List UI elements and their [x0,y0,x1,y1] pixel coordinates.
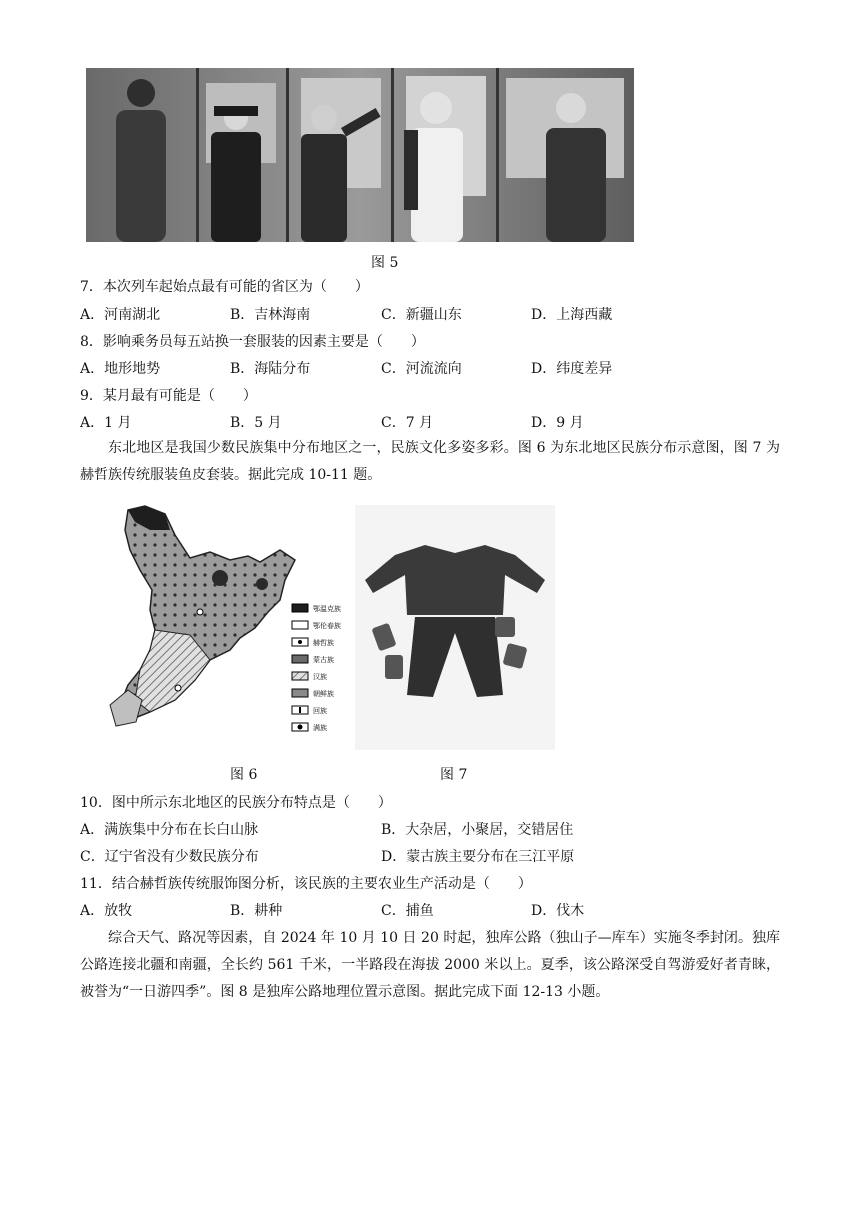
figure-6-caption: 图 6 [230,767,258,783]
question-10-option-b[interactable]: B．大杂居，小聚居，交错居住 [381,822,574,838]
legend-item-3: 赫哲族 [313,639,334,647]
question-10-option-d[interactable]: D．蒙古族主要分布在三江平原 [381,849,575,865]
figure-7-illustration [355,505,555,750]
question-11-stem: 11．结合赫哲族传统服饰图分析，该民族的主要农业生产活动是（ ） [80,876,532,892]
question-7-stem: 7．本次列车起始点最有可能的省区为（ ） [80,279,369,295]
question-7-option-d[interactable]: D．上海西藏 [531,307,613,323]
question-7-option-c[interactable]: C．新疆山东 [381,307,462,323]
question-7-option-b[interactable]: B．吉林海南 [230,307,311,323]
question-8-option-a[interactable]: A．地形地势 [80,361,161,377]
question-9-option-c[interactable]: C．7 月 [381,415,434,431]
question-9-option-a[interactable]: A．1 月 [80,415,132,431]
question-11-option-c[interactable]: C．捕鱼 [381,903,434,919]
question-11-option-a[interactable]: A．放牧 [80,903,133,919]
question-10-option-a[interactable]: A．满族集中分布在长白山脉 [80,822,259,838]
question-11-option-b[interactable]: B．耕种 [230,903,283,919]
question-9-stem: 9．某月最有可能是（ ） [80,388,257,404]
legend-item-4: 蒙古族 [313,656,334,664]
legend-item-7: 回族 [313,707,327,715]
figure-7-caption: 图 7 [440,767,468,783]
question-10-option-c[interactable]: C．辽宁省没有少数民族分布 [80,849,259,865]
legend-item-1: 鄂温克族 [313,605,341,613]
question-8-option-b[interactable]: B．海陆分布 [230,361,311,377]
intro-paragraph-12-13: 综合天气、路况等因素，自 2024 年 10 月 10 日 20 时起，独库公路（独山子—库车）实施冬季封闭。独库公路连接北疆和南疆，全长约 561 千米，一半路段在海拔 2000 米以上。夏季，该公路深受自驾游爱好者青睐，被誉为“一日游四季”。图 8 是独库公路地理位置示意图。据此完成下面 12-13 小题。 [80,930,780,1000]
intro-paragraph-10-11: 东北地区是我国少数民族集中分布地区之一，民族文化多姿多彩。图 6 为东北地区民族分布示意图，图 7 为赫哲族传统服装鱼皮套装。据此完成 10-11 题。 [80,440,780,483]
figure-5-caption: 图 5 [371,255,399,271]
question-9-option-b[interactable]: B．5 月 [230,415,282,431]
figure-6-map [80,500,370,755]
question-9-option-d[interactable]: D．9 月 [531,415,584,431]
question-8-stem: 8．影响乘务员每五站换一套服装的因素主要是（ ） [80,334,425,350]
legend-item-2: 鄂伦春族 [313,622,341,630]
figure-5-photo [86,68,634,242]
legend-item-8: 满族 [313,724,327,732]
question-11-option-d[interactable]: D．伐木 [531,903,585,919]
figure-5-illustration [86,68,634,242]
legend-item-5: 汉族 [313,673,327,681]
question-8-option-c[interactable]: C．河流流向 [381,361,462,377]
figure-6-illustration [80,500,370,755]
figure-6-legend [292,604,341,732]
question-8-option-d[interactable]: D．纬度差异 [531,361,613,377]
question-10-stem: 10．图中所示东北地区的民族分布特点是（ ） [80,795,392,811]
figure-7-photo [355,505,555,750]
question-7-option-a[interactable]: A．河南湖北 [80,307,161,323]
legend-item-6: 朝鲜族 [313,690,334,698]
